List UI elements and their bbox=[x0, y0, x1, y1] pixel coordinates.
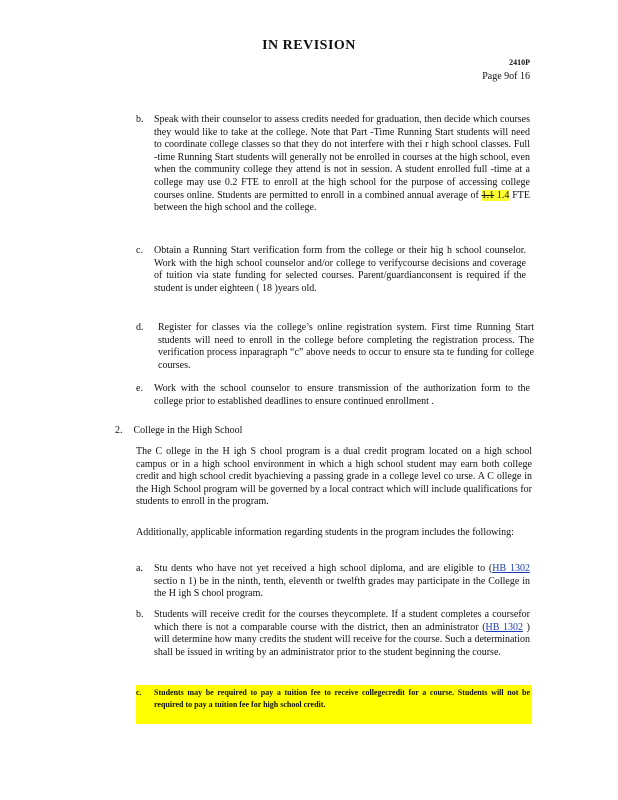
list-marker: b. bbox=[136, 114, 144, 125]
revision-banner: IN REVISION bbox=[262, 38, 356, 53]
list-marker: a. bbox=[136, 563, 143, 574]
item-text-end: ) will determine how many credits the student will receive for the course. Such a determination shall be issued in writing by an administrator prior to the student beginning the course. bbox=[154, 621, 530, 658]
struck-value: 1.1 bbox=[481, 189, 495, 201]
list-item-b-credit bbox=[136, 609, 530, 659]
list-marker: c. bbox=[136, 245, 143, 256]
list-item-d bbox=[136, 322, 534, 372]
list-marker: d. bbox=[136, 322, 144, 333]
list-item-e bbox=[136, 383, 530, 408]
section-number: 2. bbox=[115, 425, 123, 436]
bill-link[interactable]: HB 1302 bbox=[492, 563, 530, 574]
item-text: Register for classes via the college’s online registration system. First time Running Start students will need to enroll in the college before completing the registration process. The verification process inparagraph “c” above needs to occur to ensure sta te funding for college courses. bbox=[158, 322, 534, 371]
item-text: Students will receive credit for the courses theycomplete. If a student completes a coursefor which there is not a comparable course with the district, then an administrator ( bbox=[154, 609, 530, 633]
item-text: Stu dents who have not yet received a high school diploma, and are eligible to ( bbox=[154, 563, 493, 574]
list-marker: c. bbox=[136, 688, 142, 697]
list-item-c-tuition bbox=[136, 687, 530, 711]
page-number: Page 9of 16 bbox=[482, 71, 530, 82]
item-text: Work with the school counselor to ensure transmission of the authorization form to the college prior to established deadlines to ensure continued enrollment . bbox=[154, 383, 530, 407]
section-additional: Additionally, applicable information regarding students in the program includes the following: bbox=[136, 527, 514, 538]
list-marker: b. bbox=[136, 609, 144, 620]
list-item-c bbox=[136, 245, 526, 295]
list-marker: e. bbox=[136, 383, 143, 394]
item-text-end: sectio n 1) be in the ninth, tenth, eleventh or twelfth grades may participate in the College in the H igh S chool program. bbox=[154, 575, 530, 600]
item-text: Students may be required to pay a tuition fee to receive collegecredit for a course. Students will not be required to pay a tuition fee for high school credit. bbox=[154, 688, 530, 709]
policy-number: 2410P bbox=[509, 58, 530, 67]
section-heading bbox=[115, 425, 242, 436]
item-text-end: FTE between the high school and the college. bbox=[154, 189, 530, 214]
new-value: 1.4 bbox=[494, 189, 510, 201]
section-title: College in the High School bbox=[133, 425, 243, 436]
item-text: Speak with their counselor to assess credits needed for graduation, then decide which courses they would like to take at the college. Note that Part -Time Running Start students will need to coordinate college classes so that they do not interfere with thei r high school classes. Full -time Running Start students will generally not be enrolled in courses at the high school, even when the community college they attend is not in session. A student enrolled full -time at a college may use 0.2 FTE to enroll at the high school for the purpose of accessing college courses online. Students are permitted to enroll in a combined annual average of bbox=[154, 114, 530, 201]
section-intro: The C ollege in the H igh S chool program is a dual credit program located on a high school campus or in a high school environment in which a high school student may earn both college credit and high school credit byachieving a passing grade in a college level co urse. A C ollege in the High School program will be governed by a local contract which will include qualifications for students to enroll in the program. bbox=[136, 446, 532, 508]
list-item-b bbox=[136, 114, 530, 215]
bill-link[interactable]: HB 1302 bbox=[485, 621, 524, 633]
revision-highlight bbox=[482, 190, 510, 201]
list-item-a bbox=[136, 563, 530, 601]
item-text: Obtain a Running Start verification form from the college or their hig h school counselor. Work with the high school counselor and/or college to verifycourse decisions and coverage of tuition via state funding for selected courses. Parent/guardianconsent is required if the student is under eighteen ( 18 )years old. bbox=[154, 245, 526, 294]
